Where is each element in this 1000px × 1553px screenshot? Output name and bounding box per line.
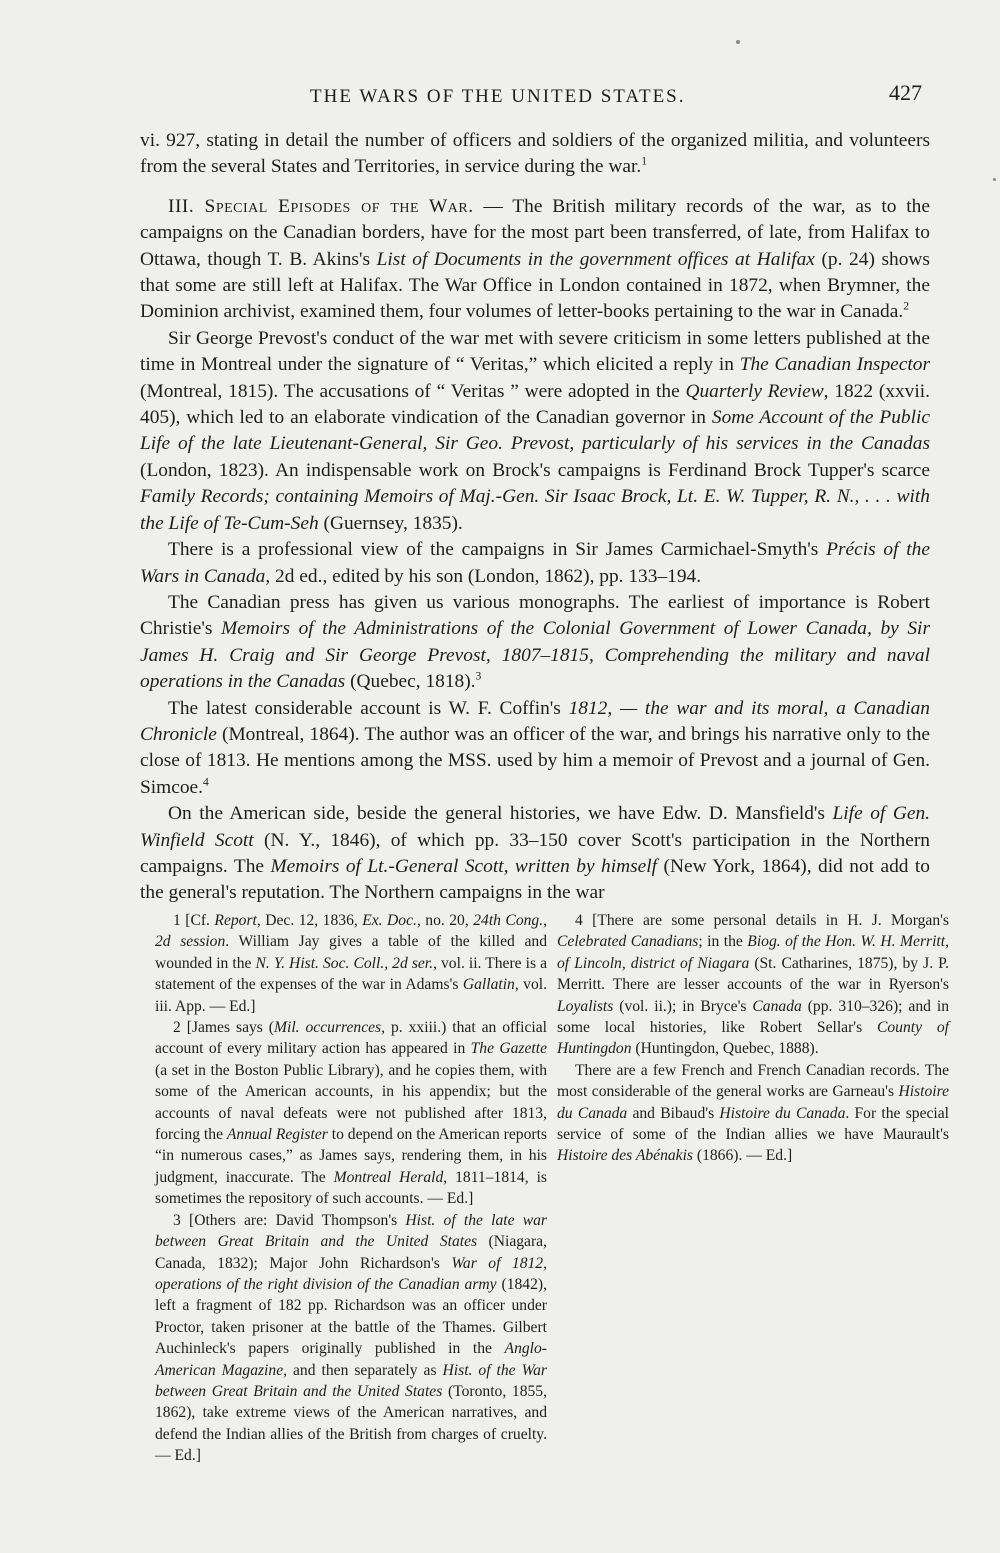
paragraph: III. Special Episodes of the War. — The British military records of the war, as to the campaigns on the Canadian borders, have for the most part been transferred, of late, from Halifax to Ottawa, though T. B. Akins's List of Documents in the government offices at Halifax (p. 24) shows that some are still left at Halifax. The War Office in London contained in 1872, when Brymner, the Dominion archivist, examined them, four volumes of letter-books pertaining to the war in Canada.$^2$ <box>140 195 930 323</box>
footnote-ref: 3 <box>475 669 482 683</box>
paragraph: Sir George Prevost's conduct of the war met with severe criticism in some letters published at the time in Montreal under the signature of “ Veritas,” which elicited a reply in The Canadian Inspector (Montreal, 1815). The accusations of “ Veritas ” were adopted in the Quarterly Review, 1822 (xxvii. 405), which led to an elaborate vindication of the Canadian governor in Some Account of the Public Life of the late Lieutenant-General, Sir Geo. Prevost, particularly of his services in the Canadas (London, 1823). An indispensable work on Brock's campaigns is Ferdinand Brock Tupper's scarce Family Records; containing Memoirs of Maj.-Gen. Sir Isaac Brock, Lt. E. W. Tupper, R. N., . . . with the Life of Te-Cum-Seh (Guernsey, 1835). <box>140 327 930 534</box>
paragraph: There is a professional view of the campaigns in Sir James Carmichael-Smyth's Précis of the Wars in Canada, 2d ed., edited by his son (London, 1862), pp. 133–194. <box>140 539 930 587</box>
section-heading: III. Special Episodes of the War. <box>168 195 474 217</box>
paragraph: The latest considerable account is W. F. Coffin's 1812, — the war and its moral, a Canadian Chronicle (Montreal, 1864). The author was an officer of the war, and brings his narrative only to the close of 1813. He mentions among the MSS. used by him a memoir of Prevost and a journal of Gen. Simcoe.$^4$ <box>140 697 930 798</box>
footnote: 4 [There are some personal details in H. J. Morgan's Celebrated Canadians; in the Biog. of the Hon. W. H. Merritt, of Lincoln, district of Niagara (St. Catharines, 1875), by J. P. Merritt. There are lesser accounts of the war in Ryerson's Loyalists (vol. ii.); in Bryce's Canada (pp. 310–326); and in some local histories, like Robert Sellar's County of Huntingdon (Huntingdon, Quebec, 1888). <box>557 912 950 1058</box>
footnote: 2 [James says (Mil. occurrences, p. xxiii.) that an official account of every military action has appeared in The Gazette (a set in the Boston Public Library), and he copies them, with some of the American accounts, in his appendix; but the accounts of naval defeats were not published after 1813, forcing the Annual Register to depend on the American reports “in numerous cases,” as James says, rendering them, in his judgment, inaccurate. The Montreal Herald, 1811–1814, is sometimes the repository of such accounts. — Ed.] <box>155 1019 548 1208</box>
page-header <box>140 80 930 114</box>
main-text <box>140 128 930 907</box>
paper-speck <box>993 178 996 181</box>
footnote: 3 [Others are: David Thompson's Hist. of the late war between Great Britain and the United States (Niagara, Canada, 1832); Major John Richardson's War of 1812, operations of the right division of the Canadian army (1842), left a fragment of 182 pp. Richardson was an officer under Proctor, taken prisoner at the battle of the Thames. Gilbert Auchinleck's papers originally published in the Anglo-American Magazine, and then separately as Hist. of the War between Great Britain and the United States (Toronto, 1855, 1862), take extreme views of the American narratives, and defend the Indian allies of the British from charges of cruelty. — Ed.] <box>155 1211 548 1465</box>
footnote: 1 [Cf. Report, Dec. 12, 1836, Ex. Doc., no. 20, 24th Cong., 2d session. William Jay gives a table of the killed and wounded in the N. Y. Hist. Soc. Coll., 2d ser., vol. ii. There is a statement of the expenses of the war in Adams's Gallatin, vol. iii. App. — Ed.] <box>155 912 548 1015</box>
running-head: THE WARS OF THE UNITED STATES. <box>310 86 686 107</box>
footnote-ref: 2 <box>903 299 910 313</box>
footnote-column-right <box>557 910 949 1467</box>
paragraph: The Canadian press has given us various monographs. The earliest of importance is Robert Christie's Memoirs of the Administrations of the Colonial Government of Lower Canada, by Sir James H. Craig and Sir George Prevost, 1807–1815, Comprehending the military and naval operations in the Canadas (Quebec, 1818).$^3$ <box>140 591 930 693</box>
paragraph: On the American side, beside the general histories, we have Edw. D. Mansfield's Life of Gen. Winfield Scott (N. Y., 1846), of which pp. 33–150 cover Scott's participation in the Northern campaigns. The Memoirs of Lt.-General Scott, written by himself (New York, 1864), did not add to the general's reputation. The Northern campaigns in the war <box>140 803 931 904</box>
footnote-column-left <box>155 910 547 1467</box>
footnote: There are a few French and French Canadian records. The most considerable of the general works are Garneau's Histoire du Canada and Bibaud's Histoire du Canada. For the special service of some of the Indian allies we have Maurault's Histoire des Abénakis (1866). — Ed.] <box>557 1061 949 1165</box>
paragraph: vi. 927, stating in detail the number of officers and soldiers of the organized militia, and volunteers from the several States and Territories, in service during the war.$^1$ <box>140 130 930 178</box>
footnotes <box>155 910 950 1467</box>
footnote-ref: 4 <box>203 775 209 789</box>
paper-speck <box>736 40 740 44</box>
footnote-ref: 1 <box>641 154 648 168</box>
page-number: 427 <box>889 80 922 105</box>
